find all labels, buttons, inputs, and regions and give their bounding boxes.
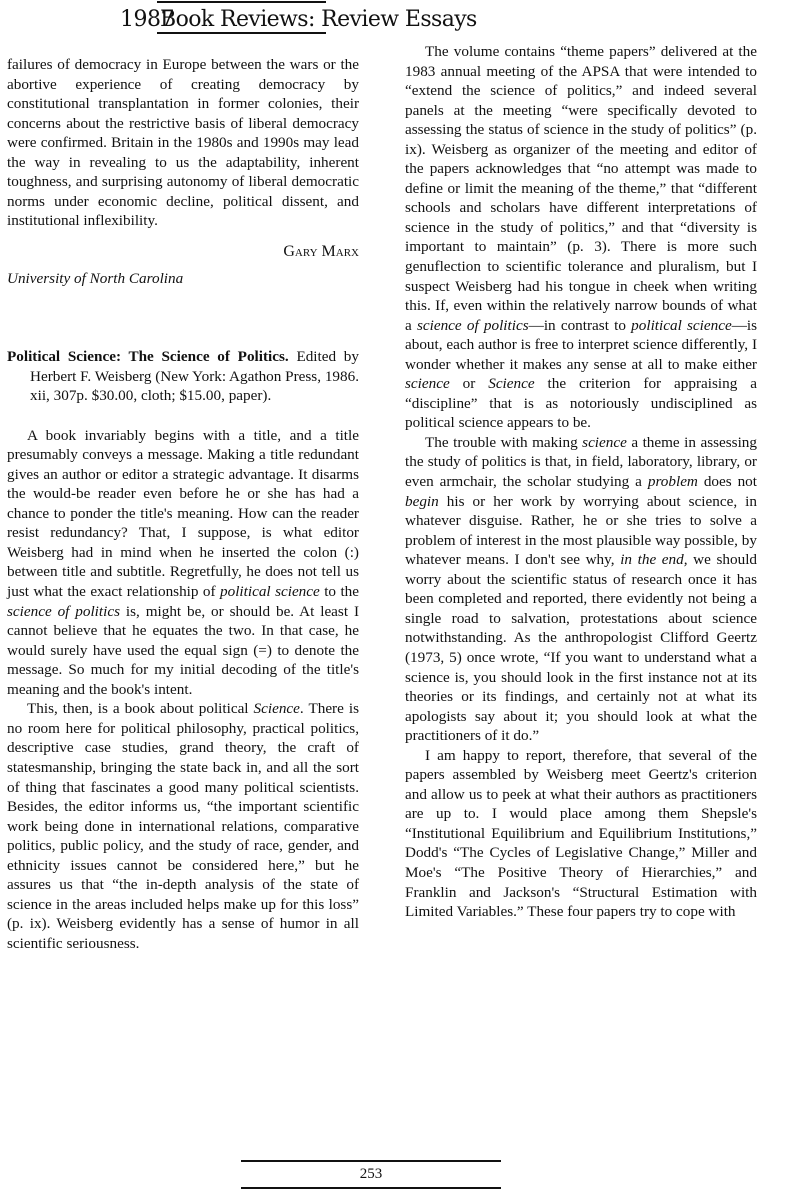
- text-run: A book invariably begins with a title, and a title presumably conveys a message. Making a title redundant gives an author or editor a strategic advantage. It disarms the would-be reader even before he or she has had a chance to ponder the title's meaning. How can the reader resist redundancy? That, I suppose, is what editor Weisberg had in mind when he inserted the colon (:) between title and subtitle. Regretfully, he does not tell us just what the exact relationship of: [7, 426, 359, 601]
- italic-run: problem: [647, 473, 698, 491]
- text-run: The volume contains “theme papers” delivered at the 1983 annual meeting of the APSA that were intended to “extend the science of politics,” and indeed several panels at the meeting “were specifically devoted to assessing the status of science in the study of politics” (p. ix). Weisberg as organizer of the meeting and editor of the papers acknowledges that “no attempt was made to define or limit the meaning of the theme,” that “different schools and scholars have different interpretations of science in the study of politics,” and that “diversity is important to maintain” (p. 3). There is more such genuflection to scientific tolerance and pluralism, but I suspect Weisberg had his tongue in cheek when writing this. If, even within the relatively narrow bounds of what a: [405, 43, 757, 334]
- italic-run: political science: [631, 316, 732, 334]
- text-run: or: [449, 375, 489, 393]
- body-paragraph: [405, 433, 757, 746]
- running-header: [0, 0, 800, 42]
- left-column: [7, 55, 359, 953]
- text-run: does not: [697, 473, 757, 491]
- italic-run: in the end,: [620, 551, 688, 569]
- reviewer-signature: Gary Marx: [283, 242, 359, 260]
- text-run: is, might be, or should be. At least I cannot believe that he equates the two. In that case, he would surely have used the equal sign (=) to denote the message. So much for my initial decoding of the title's meaning and the book's intent.: [7, 602, 360, 698]
- carryover-paragraph: failures of democracy in Europe between the wars or the abortive experience of creating democracy by constitutional transplantation in former colonies, their concerns about the restrictive basis of liberal democracy were confirmed. Britain in the 1980s and 1990s may lead the way in revealing to us the adaptability, inherent toughness, and surprising autonomy of liberal democratic norms under economic decline, political dissent, and institutional inflexibility.: [7, 56, 359, 230]
- text-run: the criterion for appraising a “discipline” that is as notoriously undisciplined as political science appears to be.: [405, 375, 757, 432]
- page-footer: [0, 1149, 800, 1193]
- text-run: . There is no room here for political philosophy, practical politics, descriptive case studies, grand theory, the craft of statesmanship, bringing the state back in, and all the sort of thing that fascinates a good many political scientists. Besides, the editor informs us, “the important scientific work being done in international relations, comparative politics, public policy, and the study of race, gender, and ethnicity issues cannot be considered here,” but he assures us that “the in-depth analysis of the state of science in the areas included helps make up for this loss” (p. ix). Weisberg evidently has a sense of humor in all scientific seriousness.: [7, 700, 359, 952]
- italic-run: political science: [220, 583, 320, 601]
- body-paragraph: [405, 746, 757, 922]
- italic-run: science: [405, 375, 450, 393]
- body-paragraph: [7, 699, 359, 953]
- body-paragraph: [405, 42, 757, 433]
- header-rule-top: [157, 1, 326, 3]
- italic-run: science of politics: [7, 602, 120, 620]
- footer-rule-bottom: [241, 1187, 501, 1189]
- book-citation: Edited by Herbert F. Weisberg (New York: Agathon Press, 1986. xii, 307p. $30.00, cloth; $15.00, paper).: [30, 348, 359, 405]
- italic-run: science of politics: [416, 316, 529, 334]
- header-title: Book Reviews: Review Essays: [160, 7, 477, 32]
- reviewer-affiliation: University of North Carolina: [7, 270, 184, 288]
- page-number: 253: [359, 1166, 383, 1182]
- text-run: I am happy to report, therefore, that several of the papers assembled by Weisberg meet Geertz's criterion and allow us to peek at what their authors as practitioners are up to. I would place among them Shepsle's “Institutional Equilibrium and Equilibrium Institutions,” Dodd's “The Cycles of Legislative Change,” Miller and Moe's “The Positive Theory of Hierarchies,” and Franklin and Jackson's “Structural Estimation with Limited Variables.” These four papers try to cope with: [405, 746, 757, 921]
- text-run: we should worry about the scientific status of research once it has been completed and reported, there evidently not being a single road to salvation, protestations about science notwithstanding. As the anthropologist Clifford Geertz (1973, 5) once wrote, “If you want to understand what a science is, you should look in the first instance not at its theories or its findings, and certainly not at what its apologists say about it; you should look at what the practitioners of it do.”: [405, 551, 758, 745]
- review-heading: [7, 347, 359, 406]
- italic-run: Science: [488, 375, 535, 393]
- italic-run: begin: [405, 492, 439, 510]
- text-run: his or her work by worrying about science, in whatever disguise. Rather, he or she tries to solve a problem of interest in the most plausible way possible, by whatever means. I don't see why,: [405, 492, 757, 569]
- right-column: [405, 42, 757, 922]
- italic-run: Science: [253, 700, 300, 718]
- text-run: to the: [319, 583, 359, 601]
- text-run: The trouble with making: [425, 433, 583, 451]
- text-run: —is about, each author is free to interpret science differently, I wonder whether it makes any sense at all to make either: [405, 316, 758, 373]
- text-run: This, then, is a book about political: [27, 700, 254, 718]
- text-run: —in contrast to: [528, 316, 632, 334]
- text-run: a theme in assessing the study of politics is that, in field, laboratory, library, or even armchair, the scholar studying a: [405, 433, 757, 491]
- header-rule-bottom: [157, 32, 326, 34]
- header-year: 1987: [120, 7, 174, 32]
- left-body: [7, 426, 359, 954]
- body-paragraph: [7, 426, 359, 700]
- right-body: [405, 42, 757, 922]
- italic-run: science: [582, 433, 627, 451]
- footer-rule-top: [241, 1160, 501, 1162]
- book-title: Political Science: The Science of Politics.: [7, 348, 289, 366]
